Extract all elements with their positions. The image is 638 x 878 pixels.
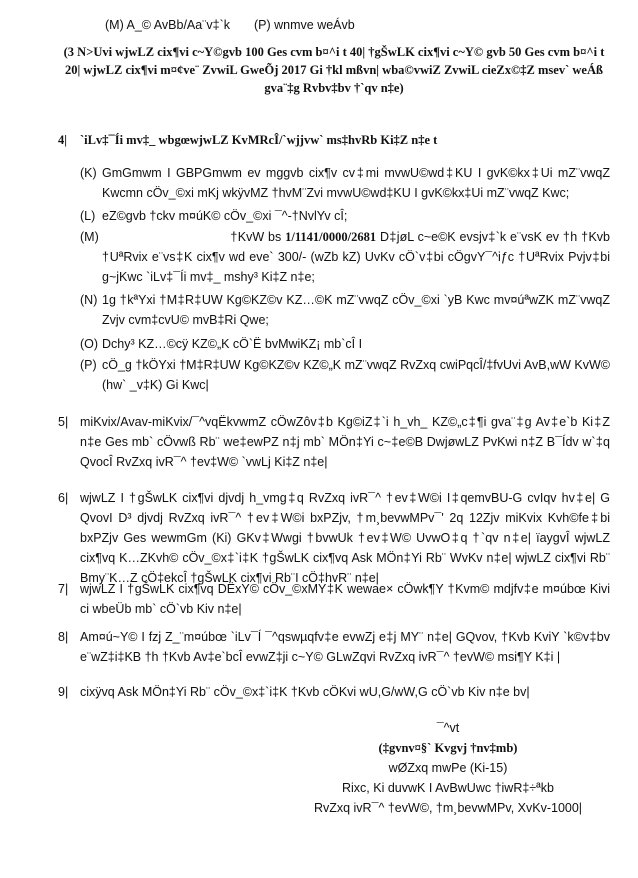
- top-line-right: (P) wnmve weÁvb: [254, 18, 355, 32]
- section-4-number: 4|: [58, 133, 68, 147]
- list-item-text: D‡jøL c~e©K evsjv‡`k e¨vsK ev †h †Kvb †UªRvix e¨vs‡K cix¶v wd eve` 300/- (wZb kZ) UvKv cÖ`v‡bi cÖgvY¯^iƒc †UªRvix Pvjv‡bi g~jKwc `iLv‡¯Íi mv‡_ mshy³ Ki‡Z n‡e;: [102, 230, 611, 284]
- signatory-title: wØZxq mwPe (Ki-15): [388, 761, 508, 775]
- section-9-number: 9|: [58, 685, 69, 699]
- section-9: [58, 682, 610, 702]
- list-item-text: Dchy³ KZ…©cÿ KZ©„K cÖ`Ë bvMwiKZ¡ mb`cÎ I: [102, 337, 363, 351]
- list-item-k: [80, 163, 610, 203]
- section-5-number: 5|: [58, 415, 69, 429]
- treasury-code: 1/1141/0000/2681: [285, 230, 377, 244]
- list-item-l: [80, 206, 610, 226]
- exam-marks-note: (3 N>Uvi wjwLZ cix¶vi c~Y©gvb 100 Ges cvm b¤^i t 40| †gŠwLK cix¶vi c~Y© gvb 50 Ges cvm b¤^i t 20| wjwLZ cix¶vi m¤¢ve¨ ZvwiL GweÕj 2017 Gi †kl mßvn| wba©vwiZ ZvwiL cieZx©‡Z msev` weÁß gva¨‡g Rvbv‡bv †`qv n‡e): [63, 45, 605, 95]
- section-5-text: miKvix/Avav-miKvix/¯^vqËkvwmZ cÖwZôv‡b Kg©iZ‡`i h_vh_ KZ©„c‡¶i gva¨‡g Av‡e`b Ki‡Z n‡e Ges mb` cÖvwß Rb¨ we‡ewPZ n‡j mb` MÖn‡Yi c~‡e©B DwjøwLZ PvKwi n‡Z B¯Ídv w`‡q QvocÎ RvZxq ivR¯^ †ev‡W© `vwLj Ki‡Z n‡e|: [80, 415, 610, 469]
- code-prefix: †KvW bs: [230, 230, 282, 244]
- section-6: [58, 488, 610, 588]
- list-item-label: (K): [80, 166, 97, 180]
- signatory-office: Rixc, Ki duvwK I AvBwUwc †iwR‡÷ªkb: [341, 781, 554, 795]
- section-8-text: Am¤ú~Y© I fzj Z_¨m¤úbœ `iLv¯Í ¯^qswµqfv‡e evwZj e‡j MY¨ n‡e| GQvov, †Kvb KviY `k©v‡bv e¨wZ‡i‡KB †h †Kvb Av‡e`bcÎ evwZ‡ji c~Y© GLwZqvi RvZxq ivR¯^ †evW© msi¶Y K‡i |: [80, 630, 610, 664]
- section-6-number: 6|: [58, 491, 69, 505]
- section-7: [58, 579, 610, 619]
- signatory-name: (‡gvnv¤§` Kvgvj †nv‡mb): [378, 741, 518, 755]
- list-item-label: (N): [80, 293, 98, 307]
- list-item-p: [80, 355, 610, 395]
- list-item-label: (L): [80, 209, 96, 223]
- section-9-text: cixÿvq Ask MÖn‡Yi Rb¨ cÖv_©x‡`i‡K †Kvb cÖKvi wU,G/wW,G cÖ`vb Kiv n‡e bv|: [80, 685, 530, 699]
- section-4: [58, 130, 610, 150]
- list-item-text: 1g †kªYxi †M‡R‡UW Kg©KZ©v KZ…©K mZ¨vwqZ cÖv_©xi `yB Kwc mv¤úªwZK mZ¨vwqZ Zvjv cvm‡cvU© mvB‡Ri Qwe;: [102, 293, 610, 327]
- section-8: [58, 627, 610, 667]
- list-item-o: [80, 334, 610, 354]
- list-item-label: (M): [80, 230, 99, 244]
- section-7-text: wjwLZ I †gŠwLK cix¶vq DËxY© cÖv_©xMY‡K wewae× cÖwk¶Y †Kvm© mdjfv‡e m¤úbœ Kivi ci wbeÜb mb` cÖ`vb Kiv n‡e|: [80, 582, 610, 616]
- signature-mark: ¯^vt: [436, 721, 460, 735]
- list-item-text: cÖ_g †kÖYxi †M‡R‡UW Kg©KZ©v KZ©„K mZ¨vwqZ RvZxq cwiPqcÎ/‡fvUvi AvB,wW KvW© (hw` _v‡K) Gi Kwc|: [102, 358, 610, 392]
- list-item-label: (O): [80, 337, 99, 351]
- list-item-n: [80, 290, 610, 330]
- list-item-text: GmGmwm I GBPGmwm ev mggvb cix¶v cv‡mi mvwU©wd‡KU I gvK©kx‡Ui mZ¨vwqZ Kwcmn cÖv_©xi mKj wkÿvMZ †hvM¨Zvi mvwU©wd‡KU I gvK©kx‡Ui mZ¨vwqZ Kwc;: [102, 166, 610, 200]
- section-4-text: `iLv‡¯Íi mv‡_ wbgœwjwLZ KvMRcÎ/`wjjvw` ms‡hvRb Ki‡Z n‡e t: [80, 133, 438, 147]
- section-5: [58, 412, 610, 472]
- top-line-left: (M) A_© AvBb/Aa¨v‡`k: [105, 18, 230, 32]
- list-item-label: (P): [80, 358, 97, 372]
- section-7-number: 7|: [58, 582, 69, 596]
- list-item-text: eZ©gvb †ckv m¤úK© cÖv_©xi ¯^-†NvlYv cÎ;: [102, 209, 348, 223]
- top-line: [105, 18, 355, 32]
- list-item-m: [80, 227, 610, 287]
- signatory-address: RvZxq ivR¯^ †evW©, †m¸bevwMPv, XvKv-1000|: [313, 801, 583, 815]
- section-8-number: 8|: [58, 630, 69, 644]
- section-6-text: wjwLZ I †gŠwLK cix¶vi djvdj h_vmg‡q RvZxq ivR¯^ †ev‡W©i I‡qemvBU-G cvIqv hv‡e| G QvovI D³ djvdj RvZxq ivR¯^ †ev‡W©i bxPZjv, †m¸bevwMPv¯' 2q 12Zjv miKvix Kvh©fe‡bi bxPZjv Ges wewmGm (Ki) GKv‡Wwgi †bvwUk †ev‡W© UvwO‡q †`qv n‡e| ïaygvÎ wjwLZ cix¶vq K…ZKvh© cÖv_©x‡`i‡K †gŠwLK cix¶vq Ask MÖn‡Yi Rb¨ WvKv n‡e| wjwLZ cix¶vi Rb¨ Bmy¨K…Z cÖ‡ekcÎ †gŠwLK cix¶vi Rb¨I cÖ‡hvR¨ n‡e|: [80, 491, 610, 585]
